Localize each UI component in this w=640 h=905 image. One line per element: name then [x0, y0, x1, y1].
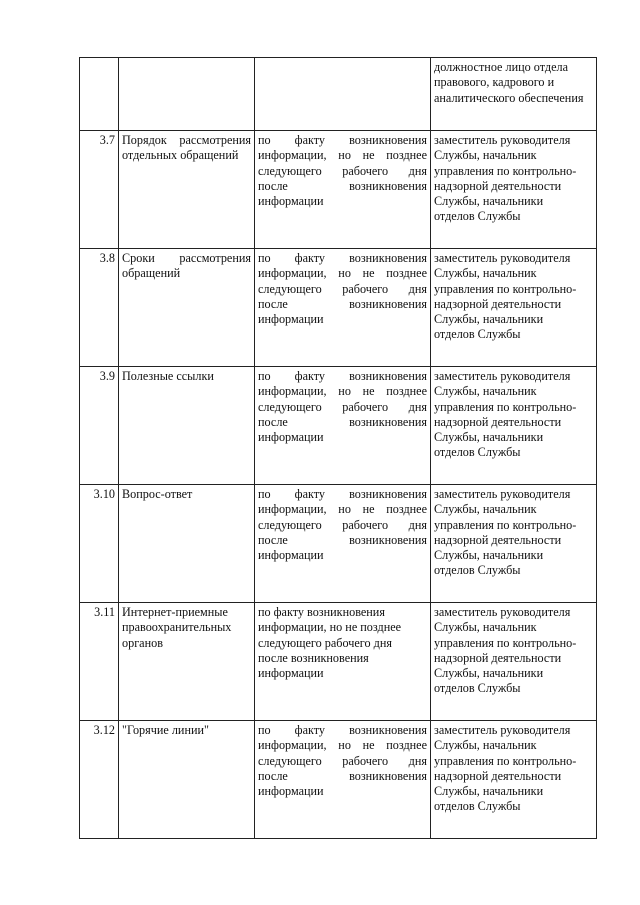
responsible-text [431, 131, 597, 249]
timing-text-line: информации, но не позднее [258, 266, 427, 281]
section-name-line: Вопрос-ответ [122, 487, 193, 501]
responsible-text-line: управления по контрольно- [434, 163, 577, 178]
timing-text-line: информации, но не позднее [258, 738, 427, 753]
responsible-text-line: должностное лицо отдела [434, 60, 568, 74]
responsible-text-line: Службы, начальник [434, 620, 537, 635]
timing-text [255, 249, 431, 367]
responsible-text-line: надзорной деятельности [434, 650, 562, 665]
responsible-text-line: Службы, начальники [434, 312, 544, 327]
responsible-text-line: отделов Службы [434, 799, 521, 814]
responsible-text-line: Службы, начальник [434, 502, 537, 517]
item-number: 3.11 [80, 603, 119, 721]
responsible-text-line: управления по контрольно- [434, 517, 577, 532]
timing-text-line: следующего рабочего дня [258, 635, 392, 650]
section-name [119, 249, 255, 367]
responsible-text-line: Службы, начальник [434, 148, 537, 163]
section-name-line: органов [122, 635, 163, 650]
responsible-text-line: отделов Службы [434, 327, 521, 342]
section-name-line: "Горячие линии" [122, 723, 209, 737]
responsible-text-line: надзорной деятельности [434, 414, 562, 429]
timing-text-line: после возникновения [258, 296, 427, 311]
responsible-text-line: Службы, начальник [434, 384, 537, 399]
responsible-text-line: отделов Службы [434, 445, 521, 460]
responsible-text [431, 58, 597, 131]
timing-text-line: следующего рабочего дня [258, 753, 427, 768]
responsible-text-line: управления по контрольно- [434, 753, 577, 768]
item-number [80, 58, 119, 131]
timing-text-line: после возникновения [258, 650, 369, 665]
section-name-line: отдельных обращений [122, 148, 239, 163]
timing-text-line: информации [258, 548, 324, 563]
section-name [119, 367, 255, 485]
timing-text-line: информации, но не позднее [258, 384, 427, 399]
responsible-text-line: отделов Службы [434, 209, 521, 224]
responsible-text-line: надзорной деятельности [434, 768, 562, 783]
responsible-text-line: Службы, начальник [434, 266, 537, 281]
table-row [80, 721, 597, 839]
responsible-text [431, 249, 597, 367]
section-name [119, 485, 255, 603]
responsible-text-line: управления по контрольно- [434, 635, 577, 650]
timing-text [255, 58, 431, 131]
timing-text-line: информации [258, 784, 324, 799]
responsible-text-line: Службы, начальники [434, 194, 544, 209]
section-name-line: Сроки рассмотрения [122, 251, 251, 265]
responsible-text-line: заместитель руководителя [434, 723, 571, 737]
responsible-text-line: заместитель руководителя [434, 133, 571, 147]
timing-text [255, 603, 431, 721]
responsible-text-line: Службы, начальник [434, 738, 537, 753]
timing-text-line: по факту возникновения [258, 251, 427, 265]
responsible-text-line: заместитель руководителя [434, 369, 571, 383]
timing-text-line: информации, но не позднее [258, 620, 402, 635]
section-name-line: правоохранительных [122, 620, 232, 635]
responsible-text-line: заместитель руководителя [434, 487, 571, 501]
timing-text-line: по факту возникновения [258, 369, 427, 383]
timing-text-line: по факту возникновения [258, 723, 427, 737]
timing-text-line: информации, но не позднее [258, 148, 427, 163]
section-name-line: Интернет-приемные [122, 605, 228, 619]
responsible-text [431, 485, 597, 603]
timing-text-line: по факту возникновения [258, 487, 427, 501]
table-row [80, 485, 597, 603]
responsible-text-line: надзорной деятельности [434, 532, 562, 547]
timing-text [255, 721, 431, 839]
responsible-text [431, 721, 597, 839]
responsible-text-line: заместитель руководителя [434, 251, 571, 265]
table-row [80, 603, 597, 721]
table-body [80, 58, 597, 839]
timing-text [255, 485, 431, 603]
responsible-text-line: аналитического обеспечения [434, 90, 584, 105]
table-row [80, 131, 597, 249]
timing-text-line: следующего рабочего дня [258, 517, 427, 532]
timing-text-line: по факту возникновения [258, 133, 427, 147]
responsible-text [431, 603, 597, 721]
responsible-text-line: Службы, начальники [434, 430, 544, 445]
timing-text-line: следующего рабочего дня [258, 281, 427, 296]
responsible-text-line: правового, кадрового и [434, 75, 555, 90]
timing-text [255, 367, 431, 485]
responsible-text-line: заместитель руководителя [434, 605, 571, 619]
section-name [119, 131, 255, 249]
timing-text-line: информации [258, 312, 324, 327]
item-number: 3.10 [80, 485, 119, 603]
table-row [80, 367, 597, 485]
item-number: 3.9 [80, 367, 119, 485]
timing-text-line: информации, но не позднее [258, 502, 427, 517]
section-name [119, 58, 255, 131]
timing-text-line: после возникновения [258, 768, 427, 783]
timing-text-line: после возникновения [258, 414, 427, 429]
responsible-text-line: Службы, начальники [434, 548, 544, 563]
timing-text-line: по факту возникновения [258, 605, 385, 619]
table-row [80, 58, 597, 131]
timing-text-line: следующего рабочего дня [258, 399, 427, 414]
timing-text [255, 131, 431, 249]
item-number: 3.7 [80, 131, 119, 249]
responsible-text-line: отделов Службы [434, 563, 521, 578]
responsible-text-line: Службы, начальники [434, 784, 544, 799]
responsible-text-line: управления по контрольно- [434, 399, 577, 414]
section-name [119, 721, 255, 839]
responsible-text-line: Службы, начальники [434, 666, 544, 681]
timing-text-line: информации [258, 666, 324, 681]
section-name-line: обращений [122, 266, 181, 281]
section-name [119, 603, 255, 721]
timing-text-line: следующего рабочего дня [258, 163, 427, 178]
responsible-text-line: надзорной деятельности [434, 296, 562, 311]
table-row [80, 249, 597, 367]
section-name-line: Порядок рассмотрения [122, 133, 251, 147]
timing-text-line: после возникновения [258, 532, 427, 547]
responsible-text-line: надзорной деятельности [434, 178, 562, 193]
item-number: 3.8 [80, 249, 119, 367]
responsible-text [431, 367, 597, 485]
item-number: 3.12 [80, 721, 119, 839]
section-name-line: Полезные ссылки [122, 369, 214, 383]
schedule-table [79, 57, 597, 839]
responsible-text-line: отделов Службы [434, 681, 521, 696]
timing-text-line: после возникновения [258, 178, 427, 193]
responsible-text-line: управления по контрольно- [434, 281, 577, 296]
timing-text-line: информации [258, 194, 324, 209]
timing-text-line: информации [258, 430, 324, 445]
